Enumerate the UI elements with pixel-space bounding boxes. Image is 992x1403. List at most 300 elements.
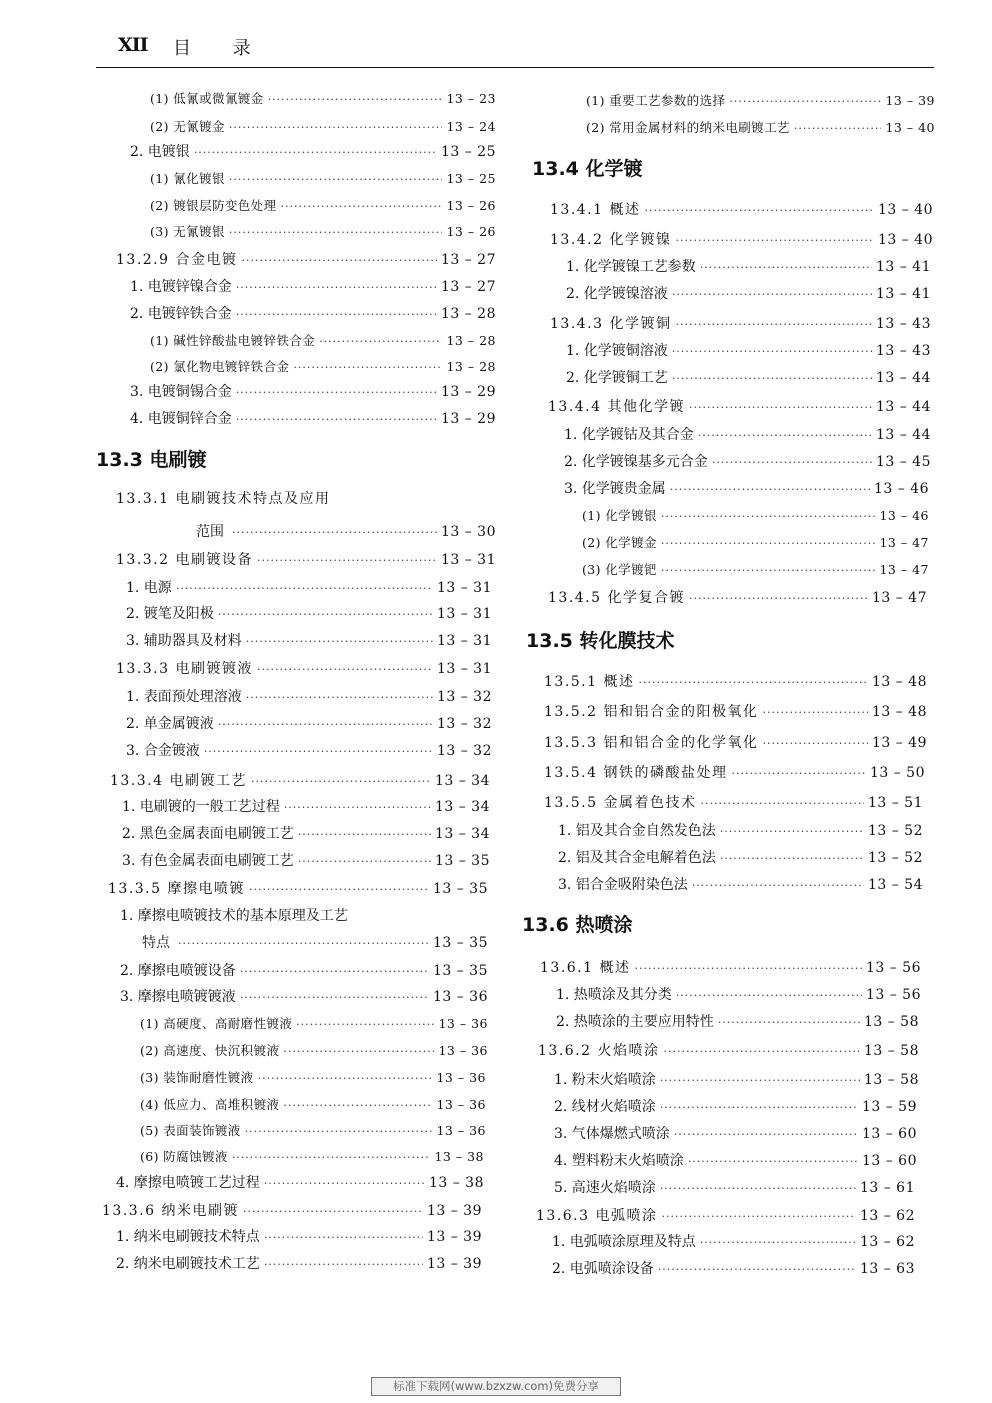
toc-entry-title: 13.5.3 铝和铝合金的化学氧化 — [544, 735, 759, 751]
toc-entry-1[interactable] — [150, 170, 496, 189]
toc-entry-title: 2. 单金属镀液 — [126, 716, 214, 732]
toc-entry-13-4-1[interactable] — [550, 201, 933, 220]
toc-page-number: 13 – 36 — [436, 1070, 486, 1085]
toc-entry-title: (3) 无氰镀银 — [150, 224, 225, 239]
toc-entry-title: 1. 电源 — [126, 580, 172, 596]
toc-page-number: 13 – 47 — [879, 562, 929, 577]
page-number: XII — [118, 34, 148, 56]
toc-entry-2[interactable] — [558, 849, 923, 868]
toc-entry-13-4-5[interactable] — [548, 589, 927, 608]
toc-entry-title: 13.6.3 电弧喷涂 — [536, 1208, 658, 1224]
dot-leader — [268, 91, 443, 109]
toc-entry-3[interactable] — [120, 988, 488, 1007]
toc-entry-title: (3) 装饰耐磨性镀液 — [140, 1070, 254, 1085]
toc-entry-title: 3. 电镀铜锡合金 — [130, 384, 232, 400]
toc-entry-title: 2. 化学镀镍基多元合金 — [564, 454, 708, 470]
toc-entry-1[interactable] — [564, 426, 931, 445]
dot-leader — [674, 1126, 858, 1144]
dot-leader — [264, 1256, 423, 1274]
toc-entry-1[interactable] — [122, 798, 490, 817]
section-heading-13-5[interactable] — [526, 629, 927, 653]
dot-leader — [232, 524, 437, 542]
toc-entry-title: 1. 热喷涂及其分类 — [556, 987, 672, 1003]
toc-entry-title: (2) 常用金属材料的纳米电刷镀工艺 — [586, 120, 790, 135]
toc-entry-title: 13.5.4 钢铁的磷酸盐处理 — [544, 765, 728, 781]
toc-entry-13-3-2[interactable] — [116, 551, 496, 570]
toc-page-number: 13 – 31 — [436, 606, 492, 622]
toc-page-number: 13 – 32 — [436, 716, 492, 732]
toc-entry-1[interactable] — [130, 278, 496, 297]
toc-entry-2[interactable] — [554, 1098, 917, 1117]
dot-leader — [257, 552, 437, 570]
toc-entry-2[interactable] — [556, 1013, 919, 1032]
toc-entry-title: (1) 低氰或微氰镀金 — [150, 91, 264, 106]
toc-entry-title: 2. 热喷涂的主要应用特性 — [556, 1014, 714, 1030]
toc-entry-title: (4) 低应力、高堆积镀液 — [140, 1097, 280, 1112]
toc-page-number: 13 – 46 — [879, 508, 929, 523]
section-heading-13-6[interactable] — [522, 913, 921, 937]
toc-entry-2[interactable] — [116, 1255, 482, 1274]
toc-entry-title: 4. 电镀铜锌合金 — [130, 411, 232, 427]
toc-entry-continuation[interactable] — [142, 934, 488, 953]
toc-page-number: 13 – 61 — [859, 1180, 915, 1196]
toc-entry-title: 2. 电弧喷涂设备 — [552, 1261, 654, 1277]
toc-entry-13-5-1[interactable] — [544, 673, 927, 692]
toc-entry-title: 1. 化学镀钴及其合金 — [564, 427, 694, 443]
toc-entry-title: 1. 铝及其合金自然发色法 — [558, 823, 716, 839]
toc-page-number: 13 – 41 — [875, 259, 931, 275]
toc-page-number: 13 – 41 — [875, 286, 931, 302]
toc-entry-1[interactable] — [566, 258, 931, 277]
dot-leader — [634, 960, 861, 978]
toc-entry-1[interactable] — [150, 332, 496, 351]
toc-entry-title: 4. 摩擦电喷镀工艺过程 — [116, 1175, 260, 1191]
toc-entry-title: 13.4.5 化学复合镀 — [548, 590, 685, 606]
header-rule — [96, 67, 934, 68]
dot-leader — [264, 1229, 423, 1247]
toc-entry-13-6-2[interactable] — [538, 1042, 919, 1061]
dot-leader — [236, 279, 437, 297]
toc-page-number: 13 – 44 — [875, 399, 931, 415]
dot-leader — [644, 202, 873, 220]
toc-entry-3[interactable] — [130, 383, 496, 402]
toc-entry-2[interactable] — [140, 1042, 488, 1061]
dot-leader — [663, 1043, 859, 1061]
toc-page-number: 13 – 36 — [436, 1097, 486, 1112]
dot-leader — [229, 224, 443, 242]
toc-entry-title: 13.3.4 电刷镀工艺 — [110, 773, 247, 789]
toc-entry-title: 13.3.5 摩擦电喷镀 — [108, 881, 245, 897]
dot-leader — [676, 987, 862, 1005]
toc-page-number: 13 – 26 — [446, 224, 496, 239]
toc-entry-title: (2) 无氰镀金 — [150, 119, 225, 134]
toc-page-number: 13 – 31 — [436, 661, 492, 677]
toc-entry-2[interactable] — [150, 118, 496, 137]
toc-page-number: 13 – 58 — [863, 1043, 919, 1059]
dot-leader — [280, 198, 442, 216]
dot-leader — [298, 853, 431, 871]
toc-entry-2[interactable] — [120, 962, 488, 981]
toc-entry-title: 特点 — [142, 935, 170, 951]
toc-entry-1[interactable] — [558, 822, 923, 841]
dot-leader — [240, 963, 429, 981]
toc-page-number: 13 – 28 — [446, 359, 496, 374]
toc-page-number: 13 – 52 — [867, 850, 923, 866]
toc-entry-title: 13.6.2 火焰喷涂 — [538, 1043, 660, 1059]
toc-entry-title: 1. 电镀锌镍合金 — [130, 279, 232, 295]
toc-entry-1[interactable] — [582, 507, 929, 526]
toc-entry-13-3-4[interactable] — [110, 772, 490, 791]
toc-entry-title: 3. 摩擦电喷镀镀液 — [120, 989, 236, 1005]
toc-page-number: 13 – 49 — [871, 735, 927, 751]
toc-page-number: 13 – 26 — [446, 198, 496, 213]
toc-entry-13-5-4[interactable] — [544, 764, 925, 783]
dot-leader — [194, 144, 437, 162]
toc-entry-2[interactable] — [552, 1260, 915, 1279]
toc-page-number: 13 – 51 — [867, 795, 923, 811]
toc-entry-title: 13.5.2 铝和铝合金的阳极氧化 — [544, 704, 759, 720]
toc-page-number: 13 – 45 — [875, 454, 931, 470]
toc-entry-1[interactable] — [566, 342, 931, 361]
toc-page-number: 13 – 48 — [871, 674, 927, 690]
toc-page-number: 13 – 28 — [446, 333, 496, 348]
toc-entry-title: 2. 摩擦电喷镀设备 — [120, 963, 236, 979]
dot-leader — [762, 704, 867, 722]
toc-entry-1[interactable] — [126, 688, 492, 707]
toc-entry-13-5-3[interactable] — [544, 734, 927, 753]
toc-entry-title: 1. 纳米电刷镀技术特点 — [116, 1229, 260, 1245]
dot-leader — [688, 1153, 858, 1171]
toc-entry-title: 2. 电镀锌铁合金 — [130, 306, 232, 322]
dot-leader — [672, 343, 872, 361]
toc-entry-13-6-1[interactable] — [540, 959, 921, 978]
toc-entry-3[interactable] — [140, 1069, 486, 1088]
dot-leader — [675, 232, 873, 250]
dot-leader — [670, 481, 870, 499]
dot-leader — [229, 171, 443, 189]
toc-entry-1[interactable] — [126, 579, 492, 598]
toc-entry-13-5-2[interactable] — [544, 703, 927, 722]
toc-page-number: 13 – 27 — [440, 279, 496, 295]
toc-entry-13-4-4[interactable] — [548, 398, 931, 417]
toc-page-number: 13 – 39 — [885, 93, 935, 108]
toc-page-number: 13 – 54 — [867, 877, 923, 893]
toc-entry-title: 13.4.1 概述 — [550, 202, 641, 218]
toc-entry-3[interactable] — [122, 852, 490, 871]
toc-entry-title: 13.5.5 金属着色技术 — [544, 795, 697, 811]
toc-entry-title: (2) 高速度、快沉积镀液 — [140, 1043, 280, 1058]
toc-page-number: 13 – 62 — [859, 1208, 915, 1224]
toc-entry-4[interactable] — [116, 1174, 484, 1193]
toc-page-number: 13 – 38 — [428, 1175, 484, 1191]
toc-entry-title: (3) 化学镀钯 — [582, 562, 657, 577]
toc-page-number: 13 – 56 — [865, 960, 921, 976]
toc-entry-2[interactable] — [126, 715, 492, 734]
dot-leader — [218, 606, 433, 624]
toc-entry-title: 5. 高速火焰喷涂 — [554, 1180, 656, 1196]
toc-entry-title: (2) 镀银层防变色处理 — [150, 198, 277, 213]
dot-leader — [661, 535, 876, 553]
dot-leader — [296, 1016, 434, 1034]
toc-entry-3[interactable] — [126, 742, 492, 761]
toc-entry-title: 13.3.1 电刷镀技术特点及应用 — [116, 491, 331, 507]
toc-entry-13-3-3[interactable] — [116, 660, 492, 679]
toc-entry-title: 3. 辅助器具及材料 — [126, 633, 242, 649]
toc-page-number: 13 – 40 — [877, 202, 933, 218]
dot-leader — [283, 1043, 434, 1061]
toc-entry-title: 1. 表面预处理溶液 — [126, 689, 242, 705]
toc-entry-2[interactable] — [566, 285, 931, 304]
dot-leader — [245, 1123, 433, 1141]
dot-leader — [232, 1149, 431, 1167]
toc-page-number: 13 – 58 — [863, 1014, 919, 1030]
dot-leader — [698, 427, 872, 445]
toc-page-number: 13 – 44 — [875, 370, 931, 386]
toc-entry-5[interactable] — [554, 1179, 915, 1198]
toc-entry-title: 2. 化学镀铜工艺 — [566, 370, 668, 386]
toc-page-number: 13 – 35 — [432, 963, 488, 979]
toc-entry-2[interactable] — [130, 305, 496, 324]
toc-entry-title: 1. 摩擦电喷镀技术的基本原理及工艺 — [120, 908, 348, 924]
toc-entry-2[interactable] — [126, 605, 492, 624]
toc-page-number: 13 – 50 — [869, 765, 925, 781]
toc-entry-4[interactable] — [130, 410, 496, 429]
dot-leader — [658, 1261, 856, 1279]
toc-entry-1[interactable] — [552, 1233, 915, 1252]
toc-entry-13-3-1[interactable] — [116, 490, 496, 508]
toc-entry-title: 1. 电弧喷涂原理及特点 — [552, 1234, 696, 1250]
watermark-banner: 标准下载网(www.bzxzw.com)免费分享 — [371, 1377, 621, 1396]
toc-entry-title: 13.4 化学镀 — [532, 158, 643, 180]
toc-page-number: 13 – 36 — [432, 989, 488, 1005]
dot-leader — [712, 454, 872, 472]
toc-page-number: 13 – 36 — [436, 1123, 486, 1138]
toc-entry-title: (2) 化学镀金 — [582, 535, 657, 550]
toc-page-number: 13 – 63 — [859, 1261, 915, 1277]
dot-leader — [729, 93, 881, 111]
dot-leader — [689, 399, 872, 417]
dot-leader — [251, 773, 431, 791]
dot-leader — [718, 1014, 860, 1032]
toc-entry-title: 13.3 电刷镀 — [96, 449, 207, 471]
toc-page-number: 13 – 60 — [861, 1126, 917, 1142]
toc-page-number: 13 – 25 — [440, 144, 496, 160]
toc-page-number: 13 – 32 — [436, 689, 492, 705]
toc-entry-1[interactable] — [116, 1228, 482, 1247]
toc-entry-13-4-2[interactable] — [550, 231, 933, 250]
dot-leader — [638, 674, 867, 692]
dot-leader — [731, 765, 865, 783]
dot-leader — [700, 795, 863, 813]
toc-entry-2[interactable] — [150, 358, 496, 377]
dot-leader — [229, 119, 443, 137]
toc-page-number: 13 – 32 — [436, 743, 492, 759]
dot-leader — [178, 935, 429, 953]
toc-entry-4[interactable] — [140, 1096, 486, 1115]
toc-entry-13-5-5[interactable] — [544, 794, 923, 813]
toc-page-number: 13 – 36 — [438, 1043, 488, 1058]
toc-entry-2[interactable] — [130, 143, 496, 162]
running-header — [118, 34, 934, 62]
toc-page-number: 13 – 36 — [438, 1016, 488, 1031]
dot-leader — [675, 316, 871, 334]
toc-page-number: 13 – 23 — [446, 91, 496, 106]
toc-entry-3[interactable] — [126, 632, 492, 651]
toc-page-number: 13 – 30 — [440, 524, 496, 540]
dot-leader — [246, 689, 433, 707]
toc-entry-title: 13.3.2 电刷镀设备 — [116, 552, 253, 568]
section-heading-13-3[interactable] — [96, 448, 496, 472]
dot-leader — [284, 799, 431, 817]
toc-entry-title: 13.3.3 电刷镀镀液 — [116, 661, 253, 677]
toc-page-number: 13 – 46 — [873, 481, 929, 497]
toc-entry-title: 13.6.1 概述 — [540, 960, 631, 976]
toc-entry-5[interactable] — [140, 1122, 486, 1141]
toc-page-number: 13 – 60 — [861, 1153, 917, 1169]
toc-page-number: 13 – 43 — [875, 343, 931, 359]
toc-entry-2[interactable] — [586, 119, 935, 138]
toc-entry-title: 2. 化学镀镍溶液 — [566, 286, 668, 302]
dot-leader — [672, 286, 872, 304]
toc-entry-13-3-5[interactable] — [108, 880, 488, 899]
toc-page-number: 13 – 52 — [867, 823, 923, 839]
toc-entry-title: 2. 线材火焰喷涂 — [554, 1099, 656, 1115]
toc-entry-3[interactable] — [150, 223, 496, 242]
toc-entry-3[interactable] — [554, 1125, 917, 1144]
toc-page-number: 13 – 62 — [859, 1234, 915, 1250]
toc-entry-2[interactable] — [582, 534, 929, 553]
toc-page-number: 13 – 44 — [875, 427, 931, 443]
toc-entry-title: 1. 粉末火焰喷涂 — [554, 1072, 656, 1088]
dot-leader — [661, 508, 876, 526]
toc-entry-title: 2. 黑色金属表面电刷镀工艺 — [122, 826, 294, 842]
toc-page-number: 13 – 28 — [440, 306, 496, 322]
toc-entry-title: 13.5.1 概述 — [544, 674, 635, 690]
toc-page-number: 13 – 34 — [434, 773, 490, 789]
toc-page-number: 13 – 40 — [885, 120, 935, 135]
toc-page-number: 13 – 40 — [877, 232, 933, 248]
toc-entry-title: 3. 有色金属表面电刷镀工艺 — [122, 853, 294, 869]
toc-page-number: 13 – 35 — [434, 853, 490, 869]
toc-entry-title: 2. 纳米电刷镀技术工艺 — [116, 1256, 260, 1272]
toc-page-number: 13 – 39 — [426, 1229, 482, 1245]
toc-page-number: 13 – 27 — [440, 252, 496, 268]
dot-leader — [298, 826, 431, 844]
dot-leader — [700, 259, 872, 277]
toc-page-number: 13 – 29 — [440, 411, 496, 427]
dot-leader — [661, 1208, 855, 1226]
dot-leader — [660, 1072, 860, 1090]
toc-entry-6[interactable] — [140, 1148, 484, 1167]
toc-entry-title: 1. 化学镀镍工艺参数 — [566, 259, 696, 275]
toc-entry-title: 13.5 转化膜技术 — [526, 630, 675, 652]
toc-entry-title: 13.4.4 其他化学镀 — [548, 399, 685, 415]
toc-entry-4[interactable] — [554, 1152, 917, 1171]
toc-page-number: 13 – 47 — [879, 535, 929, 550]
toc-entry-1[interactable] — [586, 92, 935, 111]
toc-entry-title: (6) 防腐蚀镀液 — [140, 1149, 228, 1164]
dot-leader — [720, 823, 864, 841]
toc-page-number: 13 – 43 — [875, 316, 931, 332]
dot-leader — [672, 370, 872, 388]
section-heading-13-4[interactable] — [532, 157, 935, 181]
dot-leader — [243, 1203, 423, 1221]
toc-entry-title: 范围 — [196, 524, 224, 540]
toc-entry-3[interactable] — [564, 480, 929, 499]
dot-leader — [700, 1234, 856, 1252]
toc-page-number: 13 – 31 — [436, 580, 492, 596]
toc-entry-13-6-3[interactable] — [536, 1207, 915, 1226]
toc-page-number: 13 – 48 — [871, 704, 927, 720]
toc-entry-13-3-6[interactable] — [102, 1202, 482, 1221]
toc-entry-title: (1) 碱性锌酸盐电镀锌铁合金 — [150, 333, 316, 348]
dot-leader — [236, 411, 437, 429]
toc-entry-title: 13.3.6 纳米电刷镀 — [102, 1203, 239, 1219]
dot-leader — [293, 359, 442, 377]
dot-leader — [794, 120, 882, 138]
toc-entry-13-2-9[interactable] — [116, 251, 496, 270]
toc-page-number: 13 – 29 — [440, 384, 496, 400]
dot-leader — [218, 716, 433, 734]
toc-entry-2[interactable] — [122, 825, 490, 844]
toc-page-number: 13 – 39 — [426, 1203, 482, 1219]
toc-entry-title: 13.2.9 合金电镀 — [116, 252, 238, 268]
toc-page-number: 13 – 31 — [436, 633, 492, 649]
toc-page-number: 13 – 39 — [426, 1256, 482, 1272]
toc-page-number: 13 – 34 — [434, 799, 490, 815]
toc-page-number: 13 – 47 — [871, 590, 927, 606]
toc-entry-title: 1. 化学镀铜溶液 — [566, 343, 668, 359]
dot-leader — [692, 877, 864, 895]
toc-entry-title: 2. 电镀银 — [130, 144, 190, 160]
dot-leader — [283, 1097, 432, 1115]
toc-page-number: 13 – 35 — [432, 935, 488, 951]
toc-entry-title: 3. 气体爆燃式喷涂 — [554, 1126, 670, 1142]
toc-page-number: 13 – 56 — [865, 987, 921, 1003]
page-title: 目 录 — [173, 38, 269, 59]
dot-leader — [241, 252, 436, 270]
dot-leader — [204, 743, 433, 761]
toc-entry-3[interactable] — [582, 561, 929, 580]
toc-entry-title: (2) 氯化物电镀锌铁合金 — [150, 359, 290, 374]
toc-page-number: 13 – 24 — [446, 119, 496, 134]
toc-entry-2[interactable] — [150, 197, 496, 216]
toc-entry-1[interactable] — [140, 1015, 488, 1034]
toc-entry-1[interactable] — [120, 907, 488, 925]
toc-entry-title: 2. 镀笔及阳极 — [126, 606, 214, 622]
toc-entry-3[interactable] — [558, 876, 923, 895]
toc-entry-title: (1) 高硬度、高耐磨性镀液 — [140, 1016, 293, 1031]
dot-leader — [319, 333, 442, 351]
toc-entry-1[interactable] — [150, 90, 496, 109]
dot-leader — [236, 384, 437, 402]
toc-entry-title: 4. 塑料粉末火焰喷涂 — [554, 1153, 684, 1169]
toc-entry-title: (1) 重要工艺参数的选择 — [586, 93, 726, 108]
toc-entry-2[interactable] — [564, 453, 931, 472]
dot-leader — [660, 1099, 858, 1117]
dot-leader — [176, 580, 433, 598]
toc-entry-1[interactable] — [554, 1071, 919, 1090]
toc-entry-title: (1) 化学镀银 — [582, 508, 657, 523]
toc-entry-1[interactable] — [556, 986, 921, 1005]
toc-page-number: 13 – 38 — [434, 1149, 484, 1164]
toc-entry-2[interactable] — [566, 369, 931, 388]
toc-entry-title: 3. 化学镀贵金属 — [564, 481, 666, 497]
dot-leader — [257, 661, 433, 679]
toc-entry-13-4-3[interactable] — [550, 315, 931, 334]
toc-entry-title: 13.4.3 化学镀铜 — [550, 316, 672, 332]
toc-entry-continuation[interactable] — [196, 523, 496, 542]
